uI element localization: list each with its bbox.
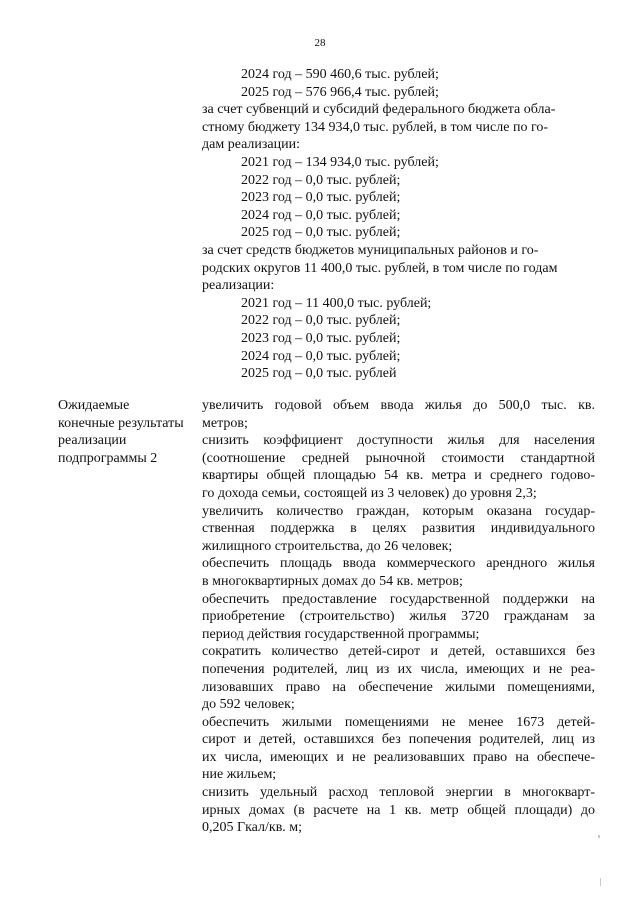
funding-line: 2024 год – 0,0 тыс. рублей; [241,348,401,364]
funding-line: стному бюджету 134 934,0 тыс. рублей, в том числе по го- [202,119,549,135]
result-line: го дохода семьи, состоящей из 3 человек) до уровня 2,3; [202,485,537,501]
funding-line: 2021 год – 134 934,0 тыс. рублей; [241,154,439,170]
result-line: сирот и детей, оставшихся без попечения родителей, лиц из [202,732,595,748]
result-line: снизить удельный расход тепловой энергии в многокварт- [202,785,595,801]
funding-line: 2021 год – 11 400,0 тыс. рублей; [241,295,432,311]
label-line: реализации [58,433,127,449]
result-line: снизить коэффициент доступности жилья для населения [202,433,595,449]
result-line: метров; [202,415,248,431]
expected-results-content [202,397,595,837]
result-line: приобретение (строительство) жилья 3720 гражданам за [202,609,595,625]
result-line: сократить количество детей-сирот и детей, оставшихся без [202,644,595,660]
result-line: обеспечить площадь ввода коммерческого арендного жилья [202,556,595,572]
result-line: квартиры общей площадью 54 кв. метра и среднего годово- [202,468,595,484]
funding-line: 2024 год – 590 460,6 тыс. рублей; [241,67,439,82]
result-line: увеличить количество граждан, которым оказана государ- [202,503,595,519]
funding-line: родских округов 11 400,0 тыс. рублей, в том числе по годам [202,260,558,276]
result-line: (соотношение средней рыночной стоимости стандартной [202,450,595,466]
funding-line: 2025 год – 0,0 тыс. рублей; [241,225,401,241]
result-line: увеличить годовой объем ввода жилья до 500,0 тыс. кв. [202,398,595,413]
funding-line: 2024 год – 0,0 тыс. рублей; [241,207,401,223]
result-line: в многоквартирных домах до 54 кв. метров; [202,573,463,589]
funding-continuation [202,66,595,383]
label-line: подпрограммы 2 [58,450,158,466]
funding-line: за счет субвенций и субсидий федерального бюджета обла- [202,102,556,118]
funding-line: дам реализации: [202,137,301,153]
funding-line: 2023 год – 0,0 тыс. рублей; [241,330,401,346]
scan-speck [600,878,601,886]
result-line: ственная поддержка в целях развития индивидуального [202,521,595,537]
result-line: 0,205 Гкал/кв. м; [202,820,303,836]
page-number: 28 [314,37,326,49]
result-line: жилищного строительства, до 26 человек; [202,538,453,554]
result-line: ирных домах (в расчете на 1 кв. метр общей площади) до [202,802,595,818]
expected-results-label [58,397,198,467]
result-line: их числа, имеющих и не реализовавших право на обеспече- [202,749,595,765]
result-line: до 592 человек; [202,697,295,713]
funding-line: 2022 год – 0,0 тыс. рублей; [241,172,401,188]
funding-line: 2025 год – 0,0 тыс. рублей [241,366,397,382]
funding-line: реализации: [202,278,275,294]
label-line: Ожидаемые [58,398,130,413]
funding-line: 2023 год – 0,0 тыс. рублей; [241,190,401,206]
scan-speck [598,835,600,838]
funding-line: 2025 год – 576 966,4 тыс. рублей; [241,84,439,100]
funding-line: 2022 год – 0,0 тыс. рублей; [241,313,401,329]
result-line: обеспечить предоставление государственной поддержки на [202,591,595,607]
funding-line: за счет средств бюджетов муниципальных районов и го- [202,242,539,258]
result-line: лизовавших право на обеспечение жилыми помещениями, [202,679,595,695]
result-line: период действия государственной программы; [202,626,480,642]
result-line: ние жильем; [202,767,277,783]
result-line: попечения родителей, лиц из их числа, имеющих и не реа- [202,661,595,677]
label-line: конечные результаты [58,415,184,431]
result-line: обеспечить жилыми помещениями не менее 1673 детей- [202,714,595,730]
